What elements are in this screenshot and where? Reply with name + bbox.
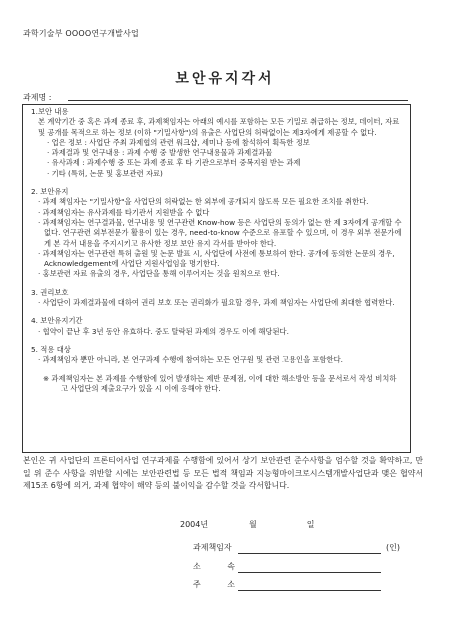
- list-item: · 과제 책임자는 "기밀사항"을 사업단의 허락없는 한 외부에 공개되지 않도록 모든 필요한 조치를 취한다.: [38, 197, 369, 207]
- list-item: · 과제책임자는 연구관련 특허 출원 및 논문 발표 시, 사업단에 사전에 통보하여 한다. 공개에 동의한 논문의 경우, Acknowledgement에 사업단 지원사업임을 명기한다.: [38, 248, 395, 269]
- section-heading: 4. 보안유지기간: [31, 316, 83, 326]
- list-item: · 과제결과 및 연구내용 : 과제 수행 중 발생한 연구내용물과 과제결과물: [47, 148, 273, 158]
- date-day: 일: [306, 520, 315, 529]
- date-month: 월: [248, 520, 257, 529]
- section-heading: 1.보안 내용: [31, 107, 69, 116]
- task-name-field[interactable]: [68, 100, 408, 101]
- program-header: 과학기술부 OOOO연구개발사업: [23, 29, 139, 38]
- section-intro: 본 계약기간 중 혹은 과제 종료 후, 과제책임자는 아래의 예시를 포함하는 모든 기밀로 취급하는 정보, 데이터, 자료 및 공개를 목적으로 하는 정보 (이하 "기밀사항")의 유출은 사업단의 허락없이는 제3자에게 제공할 수 없다.: [38, 117, 400, 137]
- list-item: · 과제책임자는 연구결과물, 연구내용 및 연구관련 Know-how 등은 사업단의 동의가 없는 한 제 3자에게 공개할 수 없다. 연구관련 외부전문가 활용이 있는 경우, need-to-know 수준으로 유포할 수 있으며, 이 경우 외부 전문가에게 본 각서 내용을 주지시키고 유사한 정보 보안 유지 각서를 받아야 한다.: [38, 217, 402, 248]
- section-retention-period: [31, 316, 403, 337]
- document-title: 보안유지각서: [175, 71, 275, 87]
- date-line: [180, 519, 314, 530]
- pledge-statement: 본인은 귀 사업단의 프론티어사업 연구과제를 수행함에 있어서 상기 보안관련 준수사항을 엄수할 것을 확약하고, 만일 위 준수 사항을 위반할 시에는 보안관련법 등 모든 법적 책임과 지능형마이크로시스템개발사업단과 맺은 협약서 제15조 6항에 의거, 과제 협약이 해약 등의 불이익을 감수할 것을 각서합니다.: [23, 456, 423, 491]
- task-name-label: 과제명 :: [23, 93, 52, 102]
- section-rights-protection: [31, 288, 403, 309]
- section-heading: 3. 권리보호: [31, 287, 69, 297]
- list-item: · 과제책임자는 유사과제를 타기관서 지원받을 수 없다: [38, 207, 210, 217]
- list-item: · 유사과제 : 과제수행 중 또는 과제 종료 후 타 기관으로부터 중복지원 받는 과제: [47, 158, 301, 168]
- signer-name-field[interactable]: [238, 553, 381, 554]
- section-heading: 5. 적용 대상: [31, 344, 71, 354]
- list-item: · 업은 정보 : 사업단 주최 과제협의 관련 워크샵, 세미나 등에 참석하여 획득한 정보: [47, 137, 310, 147]
- address-label: 주 소: [193, 580, 235, 589]
- address-field[interactable]: [238, 590, 381, 591]
- terms-content: [31, 107, 403, 394]
- section-confidentiality: [31, 187, 403, 280]
- signer-name-label: 과제책임자: [193, 543, 232, 552]
- list-item: · 홍보관련 자료 유출의 경우, 사업단을 통해 이루어지는 것을 원칙으로 한다.: [38, 269, 280, 279]
- affiliation-label: 소 속: [193, 562, 235, 571]
- section-applicability: [31, 345, 403, 366]
- list-item: · 사업단이 과제결과물에 대하여 권리 보호 또는 권리화가 필요할 경우, 과제 책임자는 사업단에 최대한 협력한다.: [38, 298, 395, 308]
- date-year: 2004년: [180, 520, 209, 529]
- list-item: · 기타 (특허, 논문 및 홍보관련 자료): [47, 168, 163, 178]
- affiliation-field[interactable]: [238, 572, 381, 573]
- section-security-content: [31, 107, 403, 179]
- seal-label: (인): [386, 543, 400, 552]
- list-item: · 과제책임자 뿐만 아니라, 본 연구과제 수행에 참여하는 모든 연구원 및 관련 고용인을 포함한다.: [38, 355, 343, 365]
- section-heading: 2. 보안유지: [31, 187, 69, 197]
- note: ※ 과제책임자는 본 과제를 수행함에 있어 발생하는 제반 문제점, 이에 대한 해소방안 등을 문서로서 작성 비치하고 사업단의 제출요구가 있을 시 이에 응해야 한다.: [43, 373, 397, 393]
- list-item: · 협약이 끝난 후 3년 동안 유효하다. 중도 탈락된 과제의 경우도 이에 해당된다.: [38, 326, 289, 336]
